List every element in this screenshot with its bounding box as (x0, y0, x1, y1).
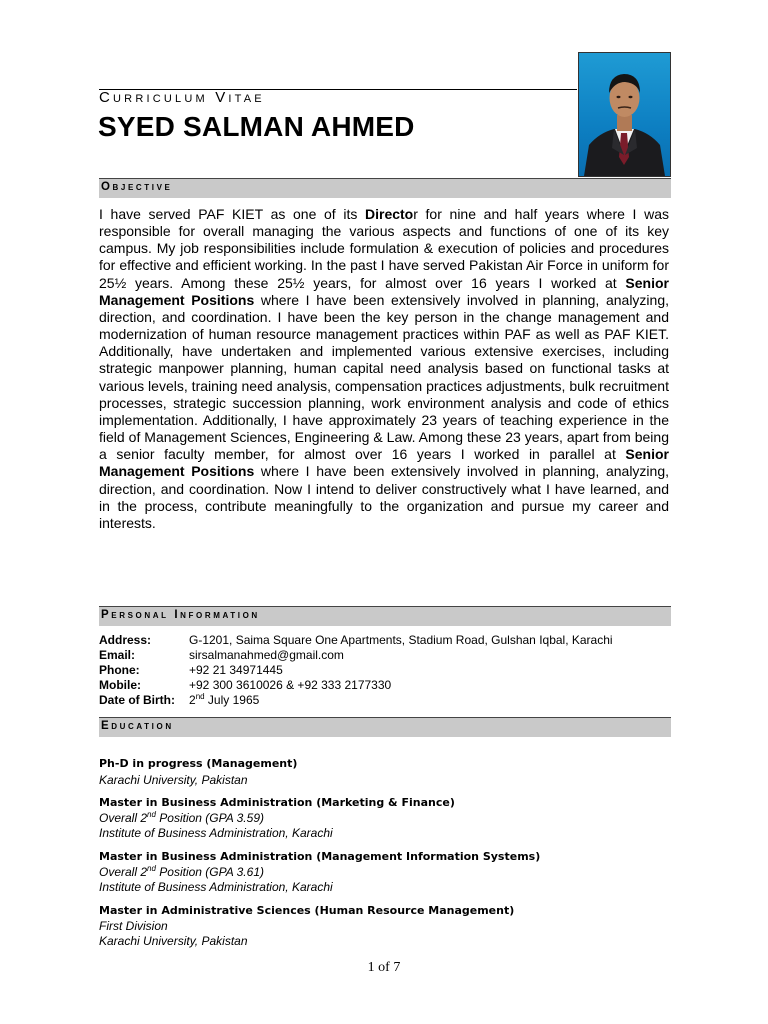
address-value: G-1201, Saima Square One Apartments, Stadium Road, Gulshan Iqbal, Karachi (189, 633, 613, 647)
objective-heading: Objective (101, 181, 173, 193)
edu-line: Institute of Business Administration, Karachi (99, 880, 333, 894)
phone-label: Phone: (99, 663, 140, 677)
edu-position-ordinal: nd (147, 810, 156, 819)
objective-text-1: I have served PAF KIET as one of its (99, 206, 365, 222)
edu-line (99, 811, 264, 825)
dob-ordinal: nd (195, 692, 205, 701)
edu-line: Karachi University, Pakistan (99, 934, 248, 948)
dob-label: Date of Birth: (99, 693, 175, 707)
phone-value: +92 21 34971445 (189, 663, 283, 677)
email-label: Email: (99, 648, 136, 662)
edu-title: Master in Business Administration (Marketing & Finance) (99, 796, 455, 809)
objective-section-bar (99, 178, 671, 198)
dob-day: 2 (189, 693, 196, 707)
edu-title: Master in Business Administration (Management Information Systems) (99, 850, 541, 863)
objective-bold-3: Senior Management Positions (99, 446, 669, 480)
page-number: 1 of 7 (367, 960, 401, 975)
edu-line: Karachi University, Pakistan (99, 773, 248, 787)
dob-rest: July 1965 (204, 693, 260, 707)
profile-photo (578, 52, 671, 177)
personal-heading: Personal Information (101, 609, 260, 621)
objective-text-4: where I have been extensively involved in planning, analyzing, direction, and coordination. Now I intend to deliver constructively what I have learned, and in the process, contribute meaningfully to the organization and pursue my career and interests. (99, 463, 669, 531)
cv-label: Curriculum Vitae (99, 89, 265, 106)
objective-bold-2: Senior Management Positions (99, 274, 669, 308)
objective-text-2: r for nine and half years where I was responsible for overall managing the various aspects and functions of one of its key campus. My job responsibilities include formulation & execution of policies and procedures for effective and efficient working. In the past I have served Pakistan Air Force in uniform for 25½ years. Among these 25½ years, for almost over 16 years I worked at (99, 206, 669, 291)
mobile-value: +92 300 3610026 & +92 333 2177330 (189, 678, 392, 692)
mobile-label: Mobile: (99, 678, 141, 692)
edu-title: Master in Administrative Sciences (Human Resource Management) (99, 904, 515, 917)
education-section-bar (99, 717, 671, 737)
education-heading: Education (101, 720, 174, 732)
objective-text-3: where I have been extensively involved in planning, analyzing, direction, and coordination. I have been the key person in the change management and modernization of human resource management practices within PAF as well as PAF KIET. Additionally, have undertaken and implemented various extensive exercises, including strategic manpower planning, human capital need analysis based on functional tasks at various levels, training need analysis, compensation practices adjustments, bulk recruitment processes, strategic succession planning, work environment analysis and code of ethics implementation. Additionally, I have approximately 23 years of teaching experience in the field of Management Sciences, Engineering & Law. Among these 23 years, apart from being a senior faculty member, for almost over 16 years I worked in parallel at (99, 291, 669, 463)
personal-section-bar (99, 606, 671, 626)
edu-line: First Division (99, 919, 168, 933)
edu-position-ordinal: nd (147, 864, 156, 873)
portrait-image (579, 53, 670, 176)
address-label: Address: (99, 633, 152, 647)
objective-bold-1: Directo (365, 206, 414, 222)
objective-paragraph (99, 206, 669, 532)
edu-position-post: Position (GPA 3.59) (155, 811, 264, 825)
email-value[interactable]: sirsalmanahmed@gmail.com (189, 648, 344, 662)
dob-value (189, 693, 259, 708)
edu-position-pre: Overall 2 (99, 811, 148, 825)
person-name: SYED SALMAN AHMED (98, 111, 415, 142)
edu-line: Institute of Business Administration, Karachi (99, 826, 333, 840)
edu-title: Ph-D in progress (Management) (99, 757, 298, 770)
edu-position-pre: Overall 2 (99, 865, 148, 879)
edu-line (99, 865, 264, 879)
edu-position-post: Position (GPA 3.61) (155, 865, 264, 879)
